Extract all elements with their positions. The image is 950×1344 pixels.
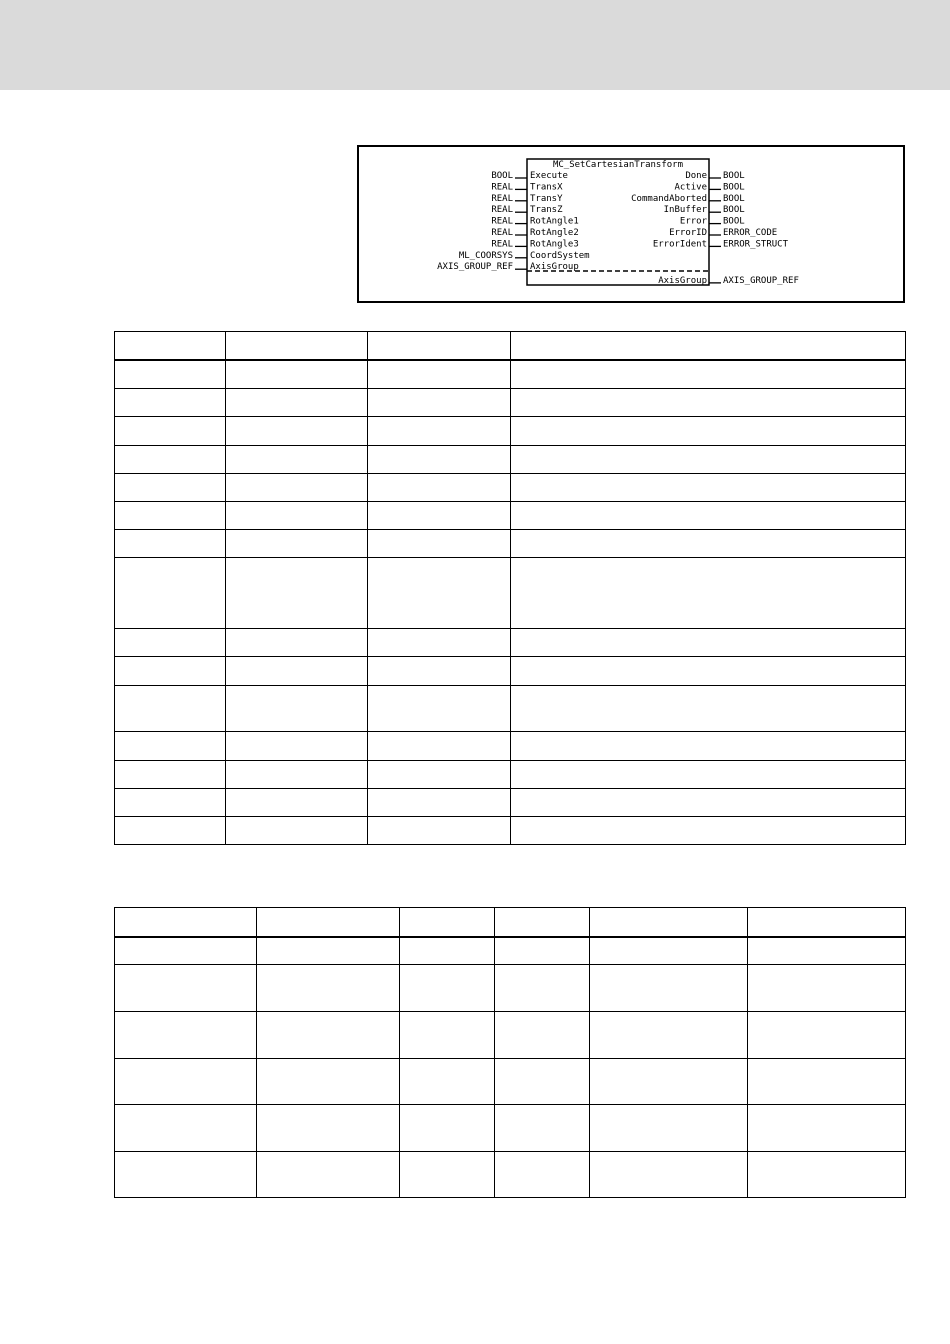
table-cell — [115, 1059, 257, 1105]
table-row — [115, 817, 906, 845]
table-cell — [115, 389, 226, 417]
table-cell — [226, 558, 368, 629]
input-pin-name: AxisGroup — [530, 262, 579, 273]
table-row — [115, 629, 906, 657]
function-block-svg — [359, 147, 903, 301]
input-type-label: REAL — [491, 182, 513, 193]
input-pin-name: TransZ — [530, 205, 563, 216]
output-type-label: ERROR_STRUCT — [723, 239, 789, 250]
input-type-label: REAL — [491, 239, 513, 250]
table-row — [115, 1152, 906, 1198]
table-cell — [590, 1152, 748, 1198]
table-cell — [495, 965, 590, 1012]
table-cell — [511, 474, 906, 502]
output-pin-name: AxisGroup — [658, 275, 707, 286]
table-cell — [511, 530, 906, 558]
table-cell — [511, 732, 906, 761]
table-header-cell — [115, 908, 257, 937]
input-pin-name: TransX — [530, 182, 563, 193]
table-row — [115, 389, 906, 417]
table-header-row — [115, 908, 906, 937]
table-cell — [115, 817, 226, 845]
page-header-band — [0, 0, 950, 90]
table-cell — [115, 761, 226, 789]
table-cell — [511, 446, 906, 474]
output-pin-name: ErrorIdent — [652, 239, 707, 250]
table-cell — [400, 1152, 495, 1198]
input-pin-name: Execute — [530, 171, 568, 181]
table-cell — [115, 937, 257, 965]
table-cell — [748, 937, 906, 965]
table-header-cell — [400, 908, 495, 937]
table-cell — [226, 360, 368, 389]
input-pin-name: RotAngle3 — [530, 239, 579, 250]
table-row — [115, 446, 906, 474]
table-row — [115, 789, 906, 817]
table-cell — [511, 502, 906, 530]
table-cell — [368, 502, 511, 530]
output-pin-name: Error — [679, 216, 707, 227]
table-cell — [115, 686, 226, 732]
output-pin-name: InBuffer — [663, 205, 707, 216]
table-cell — [511, 360, 906, 389]
input-pin-name: RotAngle2 — [530, 228, 579, 238]
table-header-cell — [511, 332, 906, 360]
table-cell — [368, 629, 511, 657]
table-cell — [226, 417, 368, 446]
table-header-cell — [590, 908, 748, 937]
table-cell — [115, 446, 226, 474]
table-cell — [257, 1059, 400, 1105]
table-cell — [226, 686, 368, 732]
table-row — [115, 761, 906, 789]
table-header-cell — [748, 908, 906, 937]
table-cell — [511, 657, 906, 686]
table-cell — [115, 474, 226, 502]
input-pin-name: TransY — [530, 193, 563, 204]
table-cell — [368, 558, 511, 629]
input-type-label: REAL — [491, 205, 513, 216]
table-cell — [115, 965, 257, 1012]
table-cell — [115, 732, 226, 761]
table-row — [115, 732, 906, 761]
table-cell — [368, 360, 511, 389]
table-cell — [368, 732, 511, 761]
table-cell — [226, 761, 368, 789]
table-cell — [226, 530, 368, 558]
table-cell — [748, 965, 906, 1012]
error-table — [114, 907, 906, 1198]
table-cell — [511, 761, 906, 789]
output-pin-name: Active — [674, 182, 707, 193]
input-pin-name: CoordSystem — [530, 250, 590, 261]
table-cell — [368, 761, 511, 789]
output-type-label: BOOL — [723, 182, 745, 193]
table-cell — [115, 1012, 257, 1059]
table-cell — [368, 446, 511, 474]
table-cell — [226, 789, 368, 817]
table-row — [115, 1059, 906, 1105]
io-table — [114, 331, 906, 845]
table-cell — [257, 1105, 400, 1152]
output-type-label: AXIS_GROUP_REF — [723, 275, 799, 286]
table-cell — [590, 965, 748, 1012]
table-header-cell — [257, 908, 400, 937]
table-cell — [511, 629, 906, 657]
table-row — [115, 474, 906, 502]
table-cell — [511, 789, 906, 817]
table-row — [115, 530, 906, 558]
table-row — [115, 1105, 906, 1152]
table-cell — [115, 558, 226, 629]
table-cell — [495, 1105, 590, 1152]
table-cell — [226, 389, 368, 417]
table-cell — [400, 1059, 495, 1105]
table-cell — [511, 817, 906, 845]
input-type-label: ML_COORSYS — [458, 250, 513, 261]
table-cell — [590, 1012, 748, 1059]
table-cell — [748, 1105, 906, 1152]
table-cell — [115, 1152, 257, 1198]
output-type-label: BOOL — [723, 205, 745, 216]
output-type-label: ERROR_CODE — [723, 228, 778, 238]
function-block-diagram — [357, 145, 905, 303]
table-cell — [495, 1059, 590, 1105]
table-cell — [257, 1152, 400, 1198]
input-type-label: REAL — [491, 193, 513, 204]
table-cell — [226, 817, 368, 845]
table-cell — [748, 1012, 906, 1059]
table-header-cell — [115, 332, 226, 360]
table-cell — [748, 1152, 906, 1198]
table-cell — [115, 530, 226, 558]
table-cell — [257, 1012, 400, 1059]
table-cell — [368, 474, 511, 502]
table-cell — [748, 1059, 906, 1105]
table-cell — [511, 558, 906, 629]
input-type-label: REAL — [491, 228, 513, 238]
table-row — [115, 686, 906, 732]
table-cell — [115, 789, 226, 817]
table-cell — [368, 657, 511, 686]
table-header-cell — [368, 332, 511, 360]
table-cell — [511, 686, 906, 732]
table-cell — [368, 817, 511, 845]
table-cell — [115, 629, 226, 657]
table-cell — [115, 360, 226, 389]
table-cell — [511, 389, 906, 417]
table-header-cell — [226, 332, 368, 360]
output-pin-name: Done — [685, 171, 707, 181]
input-type-label: BOOL — [491, 171, 513, 181]
table-header-row — [115, 332, 906, 360]
output-type-label: BOOL — [723, 171, 745, 181]
function-block-pins — [437, 171, 799, 286]
output-pin-name: CommandAborted — [631, 193, 707, 204]
table-cell — [226, 474, 368, 502]
output-pin-name: ErrorID — [669, 228, 707, 238]
table-cell — [368, 530, 511, 558]
table-cell — [115, 657, 226, 686]
table-cell — [368, 789, 511, 817]
table-cell — [226, 446, 368, 474]
table-cell — [115, 1105, 257, 1152]
input-pin-name: RotAngle1 — [530, 216, 579, 227]
input-type-label: REAL — [491, 216, 513, 227]
table-cell — [590, 1059, 748, 1105]
output-type-label: BOOL — [723, 193, 745, 204]
table-cell — [590, 937, 748, 965]
function-block-title: MC_SetCartesianTransform — [552, 160, 684, 170]
table-cell — [226, 502, 368, 530]
table-cell — [368, 389, 511, 417]
table-cell — [226, 657, 368, 686]
table-row — [115, 965, 906, 1012]
table-cell — [115, 502, 226, 530]
input-type-label: AXIS_GROUP_REF — [437, 262, 513, 273]
table-cell — [115, 417, 226, 446]
table-row — [115, 360, 906, 389]
table-cell — [257, 937, 400, 965]
table-row — [115, 1012, 906, 1059]
table-cell — [368, 417, 511, 446]
table-cell — [400, 937, 495, 965]
output-type-label: BOOL — [723, 216, 745, 227]
table-cell — [511, 417, 906, 446]
table-cell — [400, 1012, 495, 1059]
table-cell — [368, 686, 511, 732]
table-cell — [495, 1152, 590, 1198]
table-cell — [495, 1012, 590, 1059]
table-row — [115, 417, 906, 446]
table-row — [115, 502, 906, 530]
table-row — [115, 937, 906, 965]
table-cell — [400, 1105, 495, 1152]
table-cell — [590, 1105, 748, 1152]
table-cell — [495, 937, 590, 965]
table-row — [115, 558, 906, 629]
table-cell — [257, 965, 400, 1012]
table-row — [115, 657, 906, 686]
table-header-cell — [495, 908, 590, 937]
table-cell — [226, 732, 368, 761]
table-cell — [400, 965, 495, 1012]
table-cell — [226, 629, 368, 657]
